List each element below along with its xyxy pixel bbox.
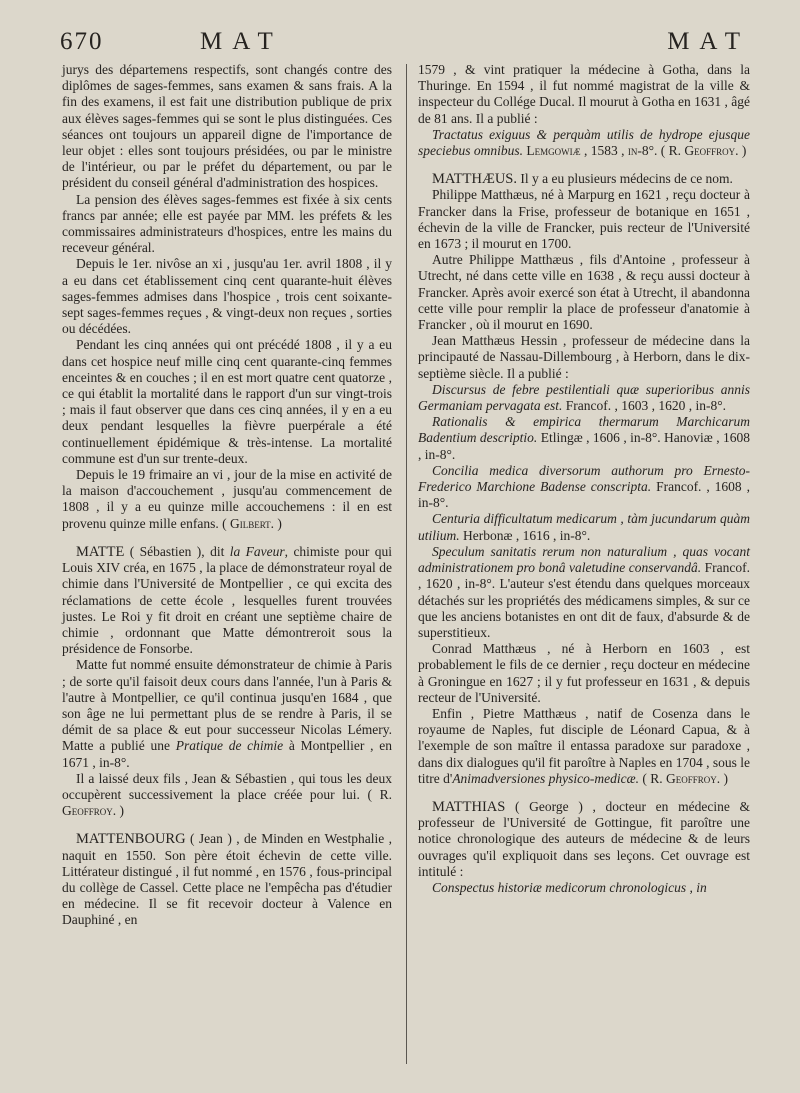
author-signature: ( R. Geoffroy. ) [639,770,729,786]
entry-headword: MATTE [76,543,125,560]
running-header [60,28,750,58]
entry-matthaeus [418,171,750,187]
paragraph: Depuis le 1er. nivôse an xi , jusqu'au 1er. avril 1808 , il y a eu dans cet établissement cinq cent quarante-huit élèves sages-femmes admises dans l'hospice , trois cent soixante-sept sages-femmes reçues , & vingt-deux non reçues , sorties ou décédées. [62,256,392,337]
work-citation [418,544,750,641]
paragraph: Pendant les cinq années qui ont précédé 1808 , il y a eu dans cet hospice neuf mille cinq cent quarante-cinq femmes enceintes & en couches ; il en est mort quatre cent quatorze , ce qui établit la mortalité dans le rapport d'un sur vingt-trois ; mais il faut observer que dans ces cinq années, il y en a eu deux pendant lesquelles la fièvre puerpérale a été continuellement épidémique & très-intense. La mortalité commune est d'un sur trente-deux. [62,337,392,466]
entry-matthias [418,799,750,880]
work-title: Speculum sanitatis rerum non naturalium , quas vocant administrationem pro bonâ valetudine conservandâ. [418,543,750,576]
entry-headword: MATTHIAS [432,798,506,815]
paragraph: Philippe Matthæus, né à Marpurg en 1621 , reçu docteur à Francker dans la Frise, professeur de botanique en 1651 , échevin de la ville de Francker, puis recteur de l'Université en 1673 ; il mourut en 1700. [418,187,750,252]
publication-info: Francof. , 1603 , 1620 , in-8°. [562,398,726,414]
publication-info: Etlingæ , 1606 , in-8°. Hanoviæ , 1608 , in-8°. [418,430,750,462]
running-head-right: MAT [667,28,750,55]
entry-name: ( Sébastien ), dit [124,543,230,559]
work-title: Tractatus exiguus & perquàm utilis de hydrope ejusque speciebus omnibus. [418,126,750,159]
entry-headword: MATTENBOURG [76,831,186,848]
author-signature: ( R. Geoffroy. ) [62,786,392,819]
entry-headword: MATTHÆUS. [432,171,517,188]
paragraph: Conrad Matthæus , né à Herborn en 1603 , est probablement le fils de ce dernier , reçu docteur en médecine à Groningue en 1627 ; il y fut professeur en 1631 , & depuis recteur de l'Université. [418,641,750,705]
work-citation [418,511,750,543]
author-signature: ( Gilbert. ) [222,515,282,531]
work-title: Discursus de febre pestilentiali quæ superioribus annis Germaniam pervagata est. [418,381,750,414]
paragraph [62,467,392,532]
work-title: Centuria difficultatum medicarum , tàm jucundarum quàm utilium. [418,511,750,543]
paragraph-text: Matte fut nommé ensuite démonstrateur de chimie à Paris ; de sorte qu'il faisoit deux cours dans l'année, l'un à Paris & l'autre à Montpellier, ce qu'il continua jusqu'en 1684 , que son âge ne lui permettant plus de se rendre à Paris, il se démit de sa place & eut pour successeur Nicolas Lémery. Matte a publié une [62,657,392,754]
paragraph: Autre Philippe Matthæus , fils d'Antoine , professeur à Utrecht, né dans cette ville en 1638 , & reçu aussi docteur à Francker. Après avoir exercé son état à Utrecht, il abandonna cette ville pour remplir la place de professeur d'anatomie à Francker , où il mourut en 1690. [418,252,750,333]
paragraph [418,706,750,787]
publication-info: Francof. , 1608 , in-8°. [418,479,750,511]
work-title: Concilia medica diversorum authorum pro Ernesto-Frederico Marchione Badense conscripta. [418,462,750,495]
work-citation [418,127,750,159]
entry-text: ( George ) , docteur en médecine & professeur de l'Université de Gottingue, fit paroître une notice chronologique des auteurs de médecine & de leurs ouvrages qu'il expliquoit dans ses leçons. Cet ouvrage est intitulé : [418,798,750,879]
work-title: Conspectus historiæ medicorum chronologicus , in [432,879,707,895]
column-divider [406,64,407,1064]
paragraph [62,657,392,770]
paragraph: jurys des départemens respectifs, sont changés contre des diplômes de sages-femmes, sans examen & sans frais. A la fin des examens, il est fait une distribution publique de prix aux élèves sages-femmes qui se sont le plus distinguées. Ces séances ont toujours un appareil digne de l'importance de leur objet : elles sont toujours présidées, ou par le ministre de l'intérieur, ou par le préfet du département, ou par le président du conseil général d'administration des hospices. [62,62,392,191]
entry-text: , chimiste pour qui Louis XIV créa, en 1675 , la place de démonstrateur royal de chimie dans l'Université de Montpellier , ce qui excita des réclamations de cette école , lesquelles furent trouvées justes. Le Roi y fit droit en créant une septième chaire de chimie , ordonnant que Matte démontreroit sous la présidence de Fonsorbe. [62,543,392,657]
running-head-left: MAT [200,28,283,55]
publication-info: Francof. , 1620 , in-8°. L'auteur s'est étendu dans quelques morceaux détachés sur les propriétés des médicamens simples, & sur ce que les anciens botanistes en ont dit de faux, d'absurde & de superstitieux. [418,560,751,640]
entry-text: Il y a eu plusieurs médecins de ce nom. [517,171,733,187]
work-citation [418,382,750,414]
work-title: Rationalis & empirica thermarum Marchicarum Badentium descriptio. [418,414,750,446]
paragraph: Jean Matthæus Hessin , professeur de médecine dans la principauté de Nassau-Dillembourg , à Herborn, dans le dix-septième siècle. Il a publié : [418,333,750,381]
entry-matte [62,544,392,657]
page-number: 670 [60,28,104,55]
paragraph: La pension des élèves sages-femmes est fixée à six cents francs par année; elle est payée par MM. les préfets & les commissaires administrateurs d'hospices, entre les mains du receveur général. [62,191,392,256]
paragraph-text: Il a laissé deux fils , Jean & Sébastien , qui tous les deux occupèrent successivement la place créée pour lui. [62,770,392,802]
right-column [418,62,750,896]
paragraph: 1579 , & vint pratiquer la médecine à Gotha, dans la Thuringe. En 1594 , il fut nommé magistrat de la ville & inspecteur du Collége Ducal. Il mourut à Gotha en 1631 , âgé de 81 ans. Il a publié : [418,62,750,126]
entry-mattenbourg [62,831,392,928]
publication-info: à Montpellier , en 1671 , in-8°. [62,738,392,770]
paragraph-text: Depuis le 19 frimaire an vi , jour de la mise en activité de la maison d'accouchement , jusqu'au commencement de 1808 , il y a eu quinze mille accouchemens : il en est provenu quinze mille enfans. [62,467,392,531]
paragraph-text: Enfin , Pietre Matthæus , natif de Cosenza dans le royaume de Naples, fut disciple de Léonard Capua, & à l'exemple de son maître il entassa paradoxe sur paradoxe , dans dix dialogues qu'il fit paroître à Naples en 1704 , sous le titre d' [418,705,750,786]
publication-info: Herbonæ , 1616 , in-8°. [459,527,591,543]
entry-text: ( Jean ) , de Minden en Westphalie , naquit en 1550. Son père étoit échevin de cette ville. Littérateur distingué , il fut nommé , en 1576 , fous-principal du collège de Cassel. Cette place ne l'empêcha pas d'étudier en médecine. Il se fit recevoir docteur à Valence en Dauphiné , en [62,831,392,928]
work-citation [418,463,750,512]
entry-alias: la Faveur [229,543,285,559]
work-title: Animadversiones physico-medicæ. [452,770,640,786]
paragraph [62,771,392,820]
work-citation [418,414,750,463]
work-citation [418,880,750,896]
left-column [62,62,392,929]
publication-info: Lemgowiæ , 1583 , in-8°. ( R. Geoffroy. ) [523,143,747,159]
work-title: Pratique de chimie [175,738,284,754]
